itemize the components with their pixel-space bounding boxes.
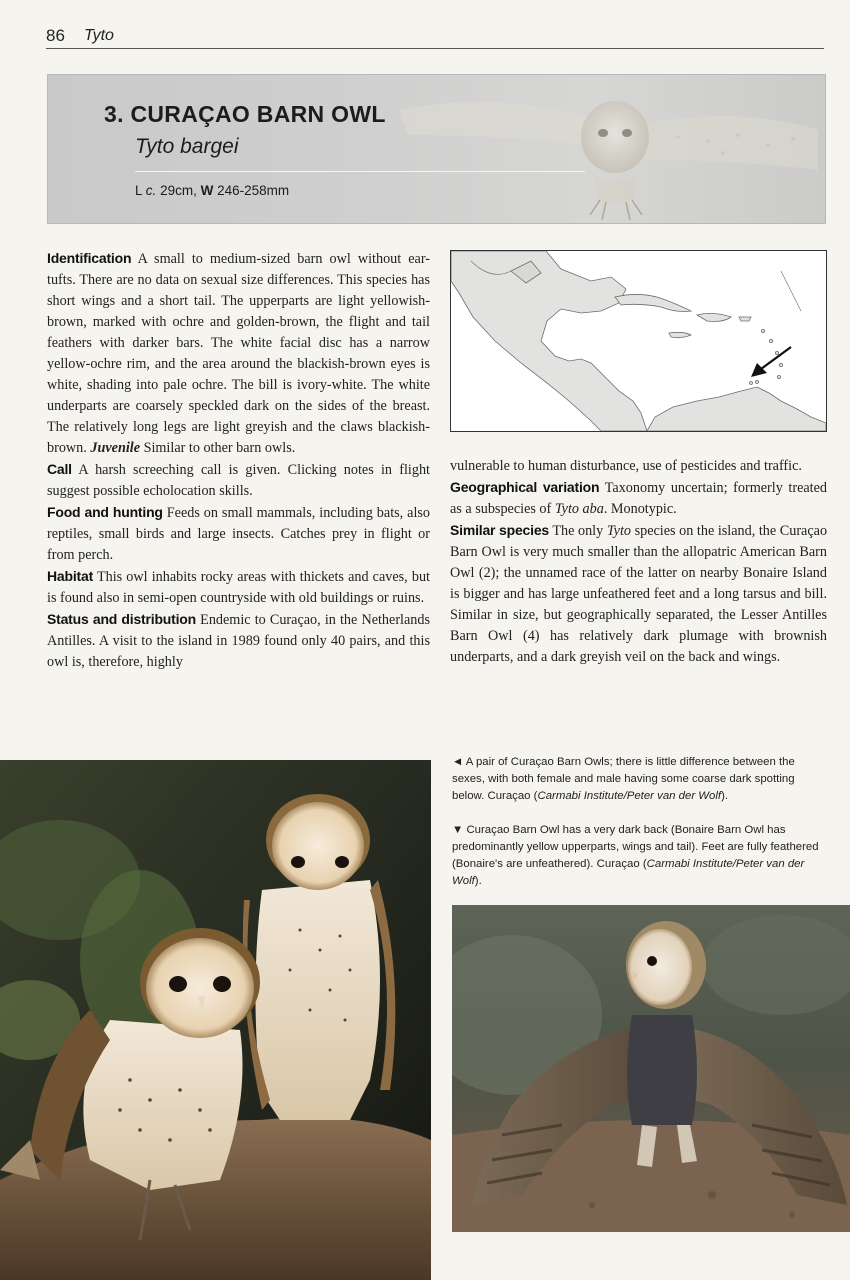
geo-taxon: Tyto aba	[554, 501, 604, 517]
geo-text: Taxonomy uncertain; formerly treated as a subspecies of	[450, 480, 827, 517]
similar-genus: Tyto	[606, 523, 631, 539]
call-paragraph	[47, 459, 430, 502]
food-text: Feeds on small mammals, including bats, also reptiles, small birds and large insects. Catches prey in flight or from perch.	[47, 505, 430, 563]
similar-heading: Similar species	[450, 522, 549, 538]
species-title: 3. CURAÇAO BARN OWL	[104, 101, 386, 127]
identification-heading: Identification	[47, 250, 132, 266]
similar-text-end: species on the island, the Curaçao Barn Owl is very much smaller than the allopatric American Barn Owl (2); the unnamed race of the latter on nearby Bonaire Island is bigger and has large unfeathered feet and a long tarsus and bill. Similar in size, but geographically separated, the Lesser Antilles Barn Owl (4) has relatively dark plumage with brownish underparts, and a dark greyish veil on the back and wings.	[450, 523, 828, 665]
caption-pair-text: ◄ A pair of Curaçao Barn Owls; there is little difference between the sexes, with both female and male having some coarse dark spotting below. Curaçao (	[452, 756, 795, 802]
call-text: A harsh screeching call is given. Clicking notes in flight suggest possible echolocation skills.	[47, 462, 430, 499]
length-label: L	[135, 183, 143, 198]
banner-owl-image	[378, 75, 825, 223]
length-prefix: c.	[145, 183, 157, 198]
wing-label: W	[200, 183, 214, 198]
status-heading: Status and distribution	[47, 611, 197, 627]
measurements	[135, 183, 289, 198]
habitat-paragraph	[47, 566, 430, 609]
caption-single-credit: Carmabi Institute/Peter van der Wolf	[452, 858, 805, 887]
habitat-text: This owl inhabits rocky areas with thickets and caves, but is found also in semi-open countryside with old buildings or ruins.	[47, 569, 430, 606]
photo-caption-single	[452, 822, 827, 890]
text-column-right	[450, 456, 827, 668]
similar-paragraph	[450, 520, 827, 668]
photo-owl-pair	[0, 760, 431, 1280]
caption-pair-credit: Carmabi Institute/Peter van der Wolf	[537, 790, 722, 802]
owl-pair-image	[0, 760, 431, 1280]
identification-paragraph	[47, 248, 430, 459]
juvenile-text: Similar to other barn owls.	[143, 440, 296, 456]
status-paragraph	[47, 609, 430, 673]
call-heading: Call	[47, 461, 72, 477]
caption-pair-end: ).	[721, 790, 729, 802]
running-title: Tyto	[84, 27, 114, 44]
running-header	[46, 26, 824, 50]
geo-text-end: . Monotypic.	[603, 501, 677, 517]
title-banner	[47, 74, 826, 224]
status-text: Endemic to Curaçao, in the Netherlands Antilles. A visit to the island in 1989 found only 40 pairs, and this owl is, therefore, highly	[47, 612, 430, 670]
banner-rule	[135, 171, 585, 172]
food-paragraph	[47, 502, 430, 566]
habitat-heading: Habitat	[47, 568, 94, 584]
similar-text: The only	[552, 523, 604, 539]
wing-value: 246-258mm	[217, 183, 290, 198]
photo-caption-pair	[452, 754, 827, 805]
identification-text: A small to medium-sized barn owl without ear-tufts. There are no data on sexual size differences. This species has short wings and a short tail. The upperparts are light yellowish-brown, marked with ochre and golden-brown, the flight and tail feathers with darker bars. The white facial disc has a narrow yellow-ochre rim, and the area around the blackish-brown eyes is white, shading into pale ochre. The bill is ivory-white. The white underparts are coarsely speckled dark on the sides of the breast. The relatively long legs are light greyish and the claws blackish-brown.	[47, 251, 430, 456]
species-latin-name: Tyto bargei	[135, 135, 239, 158]
text-column-left	[47, 248, 430, 673]
juvenile-label: Juvenile	[90, 440, 141, 456]
range-map-svg	[451, 251, 826, 431]
caption-single-end: ).	[474, 875, 482, 887]
length-value: 29cm,	[160, 183, 197, 198]
owl-single-image	[452, 905, 850, 1232]
photo-owl-spread-wings	[452, 905, 850, 1232]
caption-single-text: ▼ Curaçao Barn Owl has a very dark back (Bonaire Barn Owl has predominantly yellow upperparts, wings and tail). Feet are fully feathered (Bonaire's are unfeathered). Curaçao (	[452, 824, 819, 870]
geo-paragraph	[450, 477, 827, 520]
status-continuation: vulnerable to human disturbance, use of pesticides and traffic.	[450, 458, 802, 474]
header-rule	[46, 48, 824, 49]
food-heading: Food and hunting	[47, 504, 163, 520]
range-map	[450, 250, 827, 432]
geo-heading: Geographical variation	[450, 479, 600, 495]
page-number: 86	[46, 26, 65, 45]
